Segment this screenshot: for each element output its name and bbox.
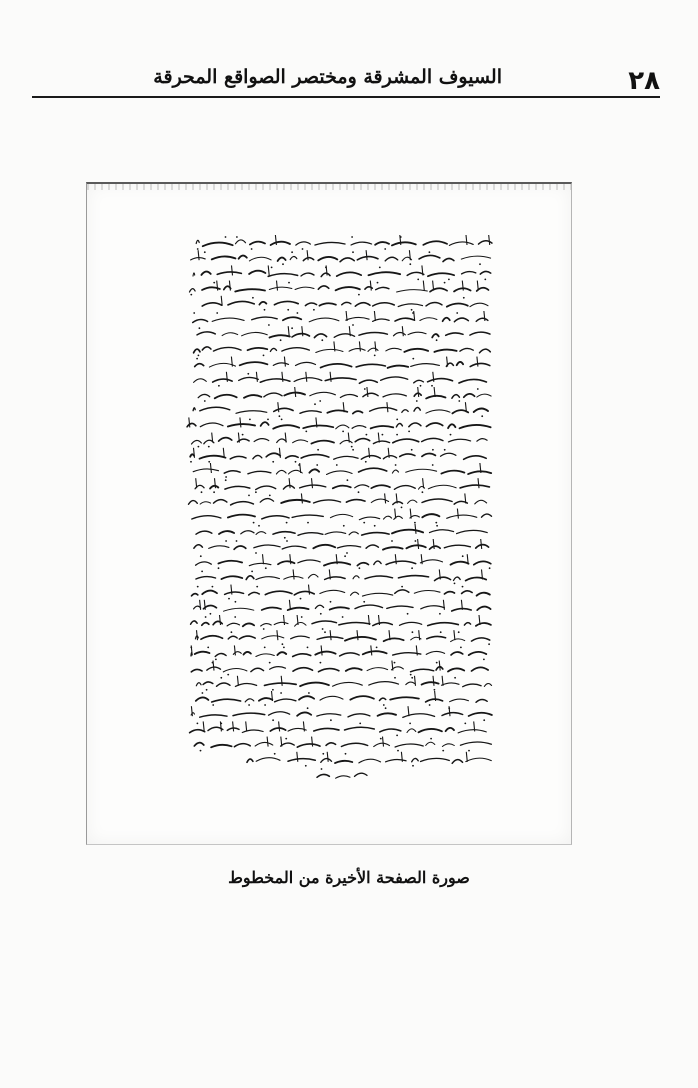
manuscript-line [195,630,490,645]
page-header [32,62,660,98]
manuscript-line [190,448,486,463]
manuscript-line [202,296,488,311]
manuscript-image [86,182,572,845]
manuscript-line [247,752,491,767]
manuscript-line [195,478,489,493]
manuscript-line [191,661,488,676]
manuscript-line [189,493,487,508]
manuscript-line [317,768,367,778]
manuscript-line [198,387,491,402]
manuscript-line [187,417,491,432]
manuscript-line [193,402,488,417]
header-rule [32,96,660,98]
manuscript-line [194,737,491,752]
manuscript-line [191,250,491,265]
manuscript-line [192,585,490,600]
manuscript-line [195,357,490,368]
manuscript-line [196,235,492,250]
manuscript-line [194,341,491,356]
manuscript-line [196,554,491,569]
manuscript-line [194,539,489,554]
manuscript-line [191,706,492,721]
manuscript-line [190,645,486,660]
manuscript-line [197,326,490,341]
page-number: ٢٨ [628,66,660,96]
manuscript-line [196,524,487,539]
manuscript-line [190,721,487,736]
manuscript-line [191,615,491,630]
manuscript-handwriting [87,184,571,844]
manuscript-line [193,463,491,478]
manuscript-line [196,569,486,584]
manuscript-line [193,311,488,326]
manuscript-line [196,676,491,691]
manuscript-line [194,372,487,387]
manuscript-line [193,265,491,280]
manuscript-line [194,600,491,615]
manuscript-line [192,433,488,448]
figure-caption: صورة الصفحة الأخيرة من المخطوط [228,868,470,887]
running-title: السيوف المشرقة ومختصر الصواقع المحرقة [153,66,502,88]
manuscript-line [192,509,492,524]
manuscript-line [190,281,489,296]
manuscript-line [196,691,487,706]
